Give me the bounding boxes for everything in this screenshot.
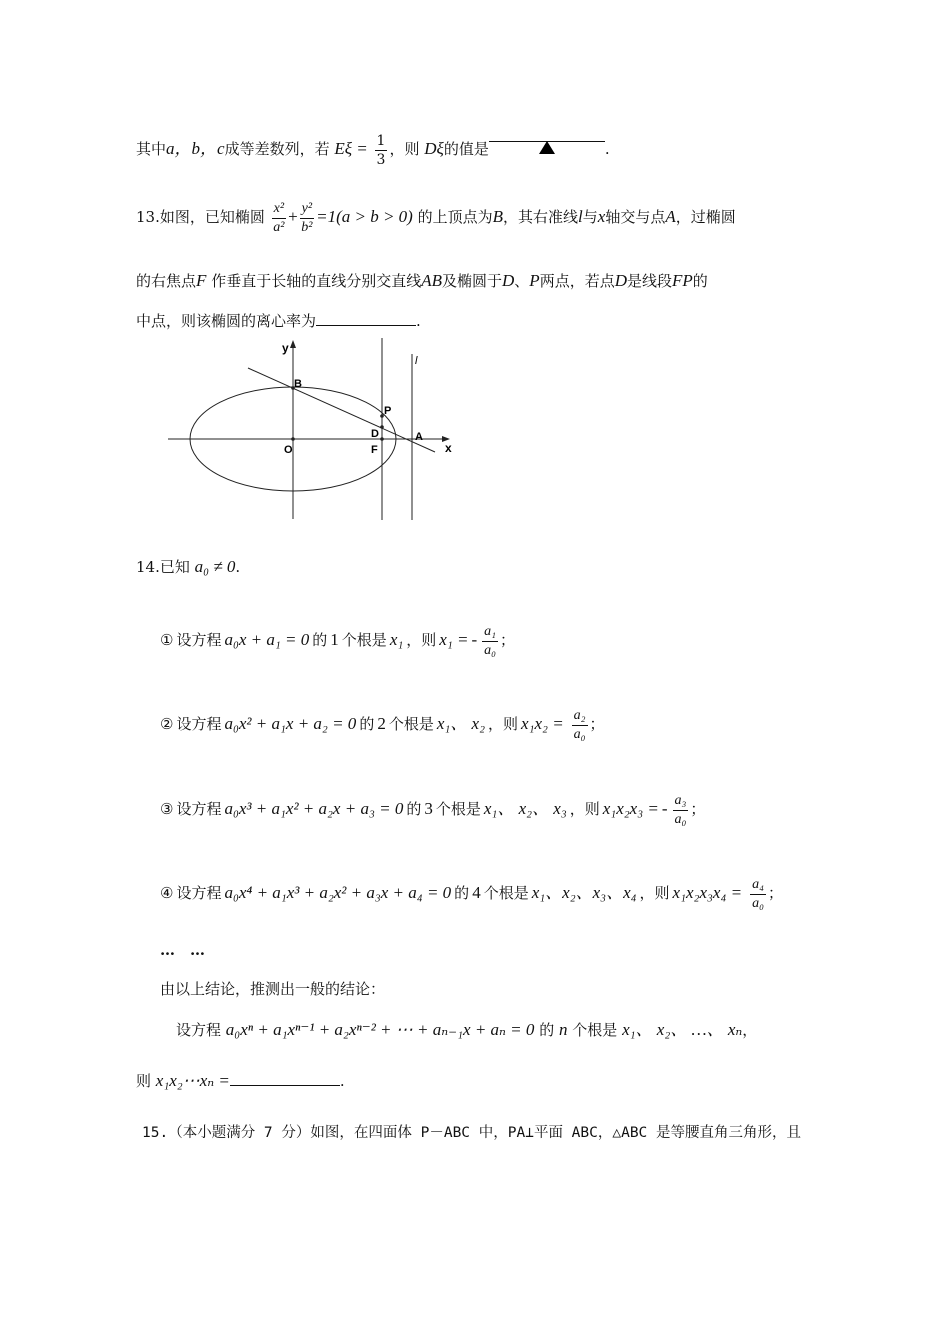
q13-P: P bbox=[529, 271, 540, 290]
q13-FP: FP bbox=[672, 271, 693, 290]
label-F: F bbox=[371, 444, 378, 456]
q13-l2-a: 的右焦点 bbox=[136, 272, 197, 290]
q13-frac-x-num: x² bbox=[272, 200, 286, 219]
q14-general-eq: a₀xⁿ + a₁xⁿ⁻¹ + a₂xⁿ⁻² + ⋯ + aₙ₋₁x + aₙ = 0 bbox=[225, 1020, 535, 1039]
q13-number: 13. bbox=[136, 208, 160, 226]
q14-item-frac-num: a₂ bbox=[572, 707, 588, 726]
q12-fraction bbox=[375, 132, 388, 169]
q13-frac-y bbox=[300, 200, 314, 237]
q13-A: A bbox=[665, 207, 676, 226]
q13-line-3 bbox=[136, 308, 421, 334]
q14-item-lead: 设方程 bbox=[176, 884, 222, 902]
q14-ellipsis: … … bbox=[160, 941, 206, 959]
q13-answer-blank bbox=[316, 311, 416, 326]
label-x: x bbox=[445, 441, 452, 455]
point-D-dot bbox=[380, 425, 384, 429]
q14-item-end: ； bbox=[589, 715, 605, 733]
q14-then-expr: x₁x₂⋯xₙ = bbox=[155, 1071, 230, 1090]
q14-item-fraction bbox=[572, 707, 588, 744]
q14-answer-blank bbox=[230, 1071, 340, 1086]
q14-item-mark: ③ bbox=[160, 800, 174, 818]
q14-item-frac-den: a₀ bbox=[484, 642, 497, 658]
label-O: O bbox=[284, 444, 293, 456]
q14-item-frac-den: a₀ bbox=[674, 811, 687, 827]
q13-l2-e: 两点，若点 bbox=[539, 272, 615, 290]
triangle-marker-icon bbox=[539, 141, 555, 154]
q14-item-roots-lbl: 个根是 bbox=[483, 884, 529, 902]
q12-text-end: 的值是 bbox=[443, 140, 489, 158]
label-B: B bbox=[294, 378, 302, 390]
y-axis-arrow bbox=[290, 340, 296, 348]
q14-item-then: ，则 bbox=[569, 800, 600, 818]
q14-then-end: . bbox=[339, 1072, 345, 1090]
q13-frac-x bbox=[272, 200, 286, 237]
q14-item-then: ，则 bbox=[406, 631, 437, 649]
q12-frac-den: 3 bbox=[376, 151, 386, 168]
q14-item-mark: ④ bbox=[160, 884, 174, 902]
q14-then-lbl: 则 bbox=[136, 1072, 152, 1090]
q14-item-frac-num: a₃ bbox=[673, 792, 689, 811]
q13-D2: D bbox=[614, 271, 627, 290]
q14-item-roots: x₁、x₂、x₃、x₄ bbox=[531, 883, 637, 902]
q13-x: x bbox=[597, 207, 606, 226]
q14-item-frac-den: a₀ bbox=[752, 895, 764, 911]
q13-l: l bbox=[578, 207, 583, 226]
point-F-dot bbox=[380, 437, 384, 441]
q14-item-eq: a₀x + a₁ = 0 bbox=[224, 630, 310, 649]
q14-number: 14. bbox=[136, 558, 160, 576]
q13-t1: 如图，已知椭圆 bbox=[159, 208, 265, 226]
q13-eq-rest: =1(a > b > 0) bbox=[316, 207, 413, 226]
q14-item-k: 1 bbox=[330, 630, 339, 649]
q14-item-fraction bbox=[673, 792, 689, 829]
q12-vars: a，b，c bbox=[166, 139, 225, 158]
q13-t4: 与 bbox=[582, 208, 598, 226]
q14-item-lead: 设方程 bbox=[176, 715, 222, 733]
q14-item-eq: a₀x² + a₁x + a₂ = 0 bbox=[224, 714, 357, 733]
q14-item-end: ； bbox=[690, 800, 706, 818]
q13-l3: 中点，则该椭圆的离心率为 bbox=[136, 312, 317, 330]
q14-general-lead: 设方程 bbox=[176, 1021, 222, 1039]
q13-line-1 bbox=[136, 192, 736, 242]
q13-line-2 bbox=[136, 268, 708, 294]
q12-text-mid: 成等差数列，若 bbox=[224, 140, 330, 158]
point-O-dot bbox=[291, 437, 295, 441]
label-y: y bbox=[282, 341, 289, 355]
q14-item-lead: 设方程 bbox=[176, 631, 222, 649]
q14-item-eq: a₀x⁴ + a₁x³ + a₂x² + a₃x + a₄ = 0 bbox=[224, 883, 452, 902]
q13-frac-y-den: b² bbox=[301, 219, 313, 235]
q15-line: 15.（本小题满分 7 分）如图，在四面体 P－ABC 中，PA⊥平面 ABC，△ABC 是等腰直角三角形，且 bbox=[142, 1125, 802, 1141]
q13-l2-b: 作垂直于长轴的直线分别交直线 bbox=[211, 272, 422, 290]
q13-frac-x-den: a² bbox=[273, 219, 285, 235]
q14-item-mid: 的 bbox=[359, 715, 375, 733]
q12-answer-blank bbox=[489, 127, 605, 142]
q14-item-then: ，则 bbox=[639, 884, 670, 902]
q14-item-fraction bbox=[482, 623, 498, 660]
label-A: A bbox=[415, 431, 423, 443]
q13-t5: 轴交与点 bbox=[605, 208, 666, 226]
q14-intro: 已知 bbox=[159, 558, 190, 576]
q12-text-then: ，则 bbox=[389, 140, 420, 158]
q14-item-then: ，则 bbox=[488, 715, 519, 733]
q14-item-roots-lbl: 个根是 bbox=[388, 715, 434, 733]
q13-AB: AB bbox=[421, 271, 442, 290]
q12-expectation: Eξ = bbox=[334, 139, 368, 158]
q12-frac-num: 1 bbox=[376, 132, 386, 149]
q13-l2-d: 、 bbox=[514, 272, 530, 290]
q14-item-roots: x₁ bbox=[389, 630, 404, 649]
q14-item-lhs: x₁ = bbox=[439, 630, 469, 649]
q14-header bbox=[136, 552, 240, 582]
q14-general-roots-lbl: 个根是 bbox=[572, 1021, 618, 1039]
q12-variance: Dξ bbox=[424, 139, 444, 158]
q14-general-end: ， bbox=[742, 1021, 758, 1039]
label-l: l bbox=[415, 355, 418, 367]
q13-l3-end: . bbox=[416, 312, 421, 330]
q14-item-mid: 的 bbox=[312, 631, 328, 649]
q12-prefix: 其中 bbox=[136, 140, 167, 158]
q14-item-end: ； bbox=[500, 631, 516, 649]
ellipse-figure bbox=[160, 336, 470, 526]
q14-item-roots-lbl: 个根是 bbox=[341, 631, 387, 649]
q13-t2: 的上顶点为 bbox=[417, 208, 493, 226]
q14-item bbox=[160, 701, 605, 747]
q13-t6: ，过椭圆 bbox=[675, 208, 736, 226]
label-P: P bbox=[384, 405, 392, 417]
q14-item bbox=[160, 786, 705, 832]
q14-general-k: n bbox=[558, 1020, 568, 1039]
q14-item bbox=[160, 617, 515, 663]
q14-item-lhs: x₁x₂x₃x₄ = bbox=[672, 883, 743, 902]
q14-item-lead: 设方程 bbox=[176, 800, 222, 818]
q13-F: F bbox=[196, 271, 207, 290]
q14-item-sign: - bbox=[661, 799, 668, 818]
q14-item-k: 3 bbox=[424, 799, 433, 818]
q13-plus: + bbox=[288, 207, 298, 226]
q14-item-lhs: x₁x₂ = bbox=[521, 714, 564, 733]
q14-general-roots: x₁、 x₂、 …、 xₙ bbox=[622, 1020, 743, 1039]
q14-item-lhs: x₁x₂x₃ = bbox=[602, 799, 659, 818]
q14-item-mark: ② bbox=[160, 715, 174, 733]
q13-B: B bbox=[492, 207, 504, 226]
q14-item-roots: x₁、 x₂、 x₃ bbox=[483, 799, 567, 818]
q14-item bbox=[160, 870, 783, 916]
label-D: D bbox=[371, 428, 379, 440]
q12-period: . bbox=[604, 140, 610, 158]
q14-cond-end: . bbox=[235, 558, 241, 576]
q14-item-k: 4 bbox=[472, 883, 481, 902]
q13-l2-c: 及椭圆于 bbox=[441, 272, 502, 290]
q14-item-mid: 的 bbox=[406, 800, 422, 818]
q13-D: D bbox=[502, 271, 515, 290]
q14-conclusion-intro: 由以上结论，推测出一般的结论： bbox=[160, 980, 386, 998]
q14-item-k: 2 bbox=[377, 714, 386, 733]
q14-item-eq: a₀x³ + a₁x² + a₂x + a₃ = 0 bbox=[224, 799, 404, 818]
q13-t3: ，其右准线 bbox=[503, 208, 579, 226]
q14-general-line bbox=[176, 1012, 757, 1048]
q14-item-frac-num: a₁ bbox=[482, 623, 498, 642]
q13-l2-g: 的 bbox=[692, 272, 708, 290]
q14-item-sign: - bbox=[471, 630, 478, 649]
q13-frac-y-num: y² bbox=[300, 200, 314, 219]
q14-item-frac-num: a₄ bbox=[750, 876, 766, 895]
q13-l2-f: 是线段 bbox=[626, 272, 672, 290]
q14-condition: a₀ ≠ 0 bbox=[194, 557, 236, 576]
q14-item-fraction bbox=[750, 876, 766, 913]
q12-line bbox=[136, 127, 610, 171]
q14-item-frac-den: a₀ bbox=[573, 726, 586, 742]
q14-item-end: ； bbox=[767, 884, 783, 902]
q14-item-mid: 的 bbox=[454, 884, 470, 902]
q14-item-roots: x₁、 x₂ bbox=[436, 714, 486, 733]
q14-item-roots-lbl: 个根是 bbox=[435, 800, 481, 818]
q14-then-line bbox=[136, 1066, 345, 1096]
q14-general-mid: 的 bbox=[539, 1021, 555, 1039]
q14-item-mark: ① bbox=[160, 631, 174, 649]
